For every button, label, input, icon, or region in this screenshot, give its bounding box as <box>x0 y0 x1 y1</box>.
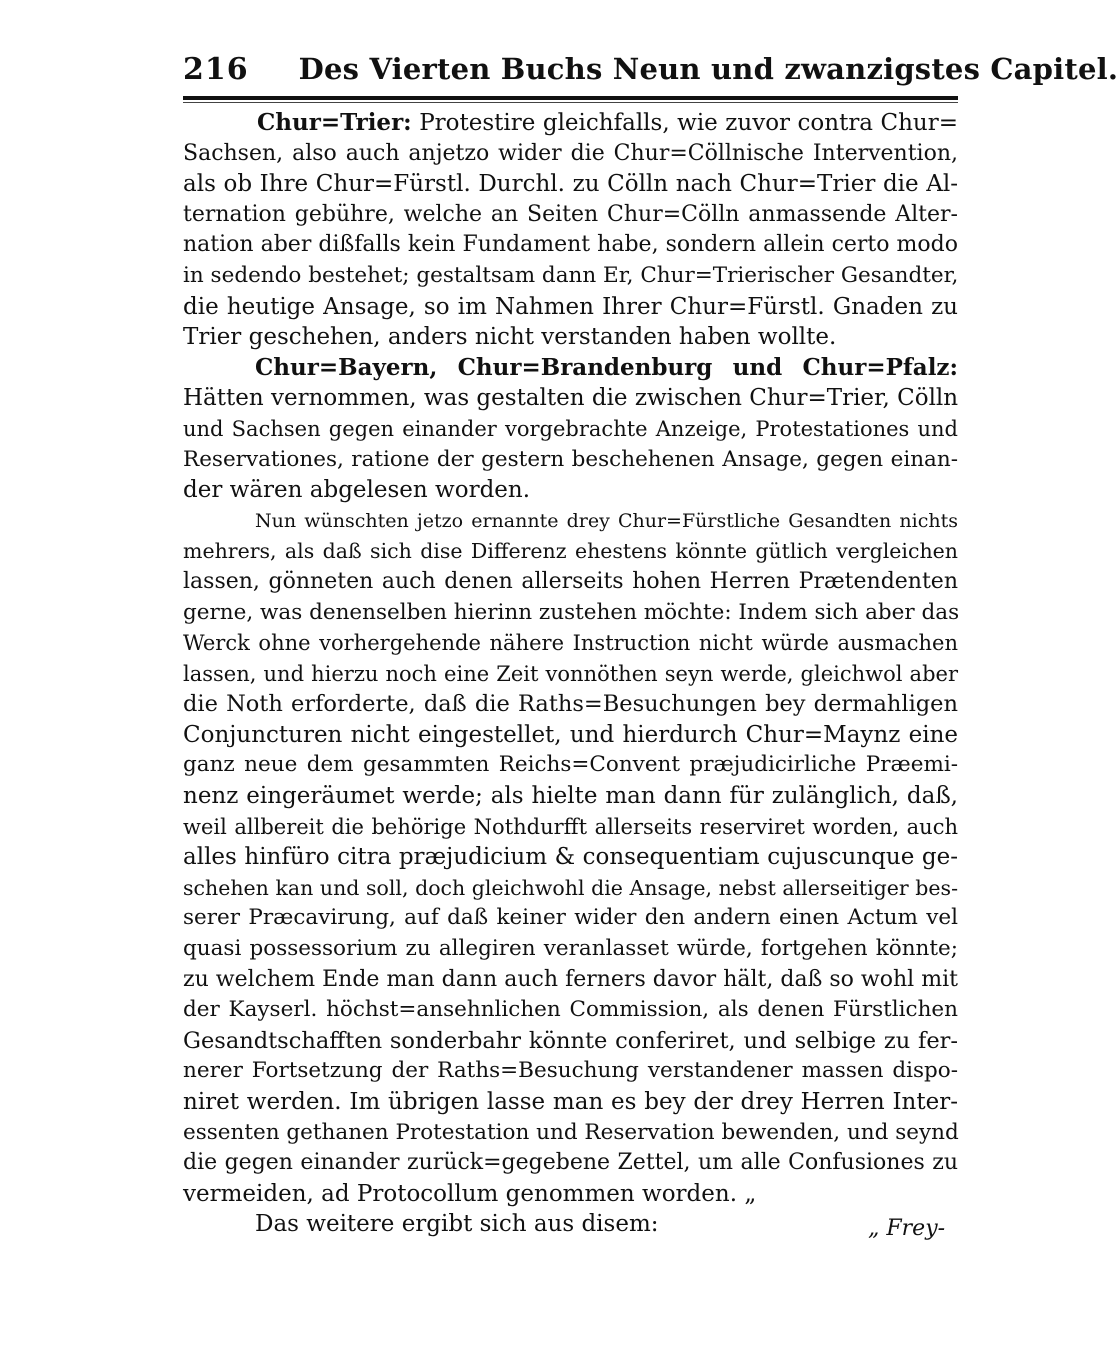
text-line: mehrers, als daß sich dise Differenz ehestens könnte gütlich vergleichen <box>183 539 958 564</box>
text-line: lassen, und hierzu noch eine Zeit vonnöthen seyn werde, gleichwol aber <box>183 661 958 686</box>
text-line: gerne, was denenselben hierinn zustehen möchte: Indem sich aber das <box>183 599 960 625</box>
text-line: die heutige Ansage, so im Nahmen Ihrer Chur=Fürstl. Gnaden zu <box>183 293 958 320</box>
text-line: ternation gebühre, welche an Seiten Chur=Cölln anmassende Alter- <box>183 201 958 227</box>
speaker-label: Chur=Trier: <box>257 109 412 136</box>
text-line: die Noth erforderte, daß die Raths=Besuchungen bey dermahligen <box>183 691 958 718</box>
text-line: Werck ohne vorhergehende nähere Instruction nicht würde ausmachen <box>183 631 958 656</box>
text-line-rest: Protestire gleichfalls, wie zuvor contra Chur= <box>419 110 959 136</box>
text-line: der Kayserl. höchst=ansehnlichen Commission, als denen Fürstlichen <box>183 997 958 1023</box>
text-line: Nun wünschten jetzo ernannte drey Chur=Fürstliche Gesandten nichts <box>255 509 958 532</box>
text-line: schehen kan und soll, doch gleichwohl die Ansage, nebst allerseitiger bes- <box>183 875 958 900</box>
text-line: lassen, gönneten auch denen allerseits hohen Herren Prætendenten <box>183 568 958 594</box>
text-line: nation aber dißfalls kein Fundament habe, sondern allein certo modo <box>183 232 958 258</box>
header-rule-thin <box>183 102 958 103</box>
text-line: Sachsen, also auch anjetzo wider die Chur=Cöllnische Intervention, <box>183 140 958 166</box>
text-line: zu welchem Ende man dann auch ferners davor hält, daß so wohl mit <box>183 966 958 992</box>
text-line: und Sachsen gegen einander vorgebrachte Anzeige, Protestationes und <box>183 416 958 441</box>
speaker-label: Chur=Bayern, Chur=Brandenburg und Chur=Pfalz: <box>255 353 958 381</box>
body-text <box>183 108 958 1240</box>
catchword: „ Frey- <box>868 1216 946 1241</box>
text-line: Trier geschehen, anders nicht verstanden haben wollte. <box>183 324 837 351</box>
text-line: vermeiden, ad Protocollum genommen worden. „ <box>183 1180 757 1207</box>
text-line: der wären abgelesen worden. <box>183 477 531 504</box>
text-line: Das weitere ergibt sich aus disem: <box>255 1211 659 1238</box>
header-rule <box>183 96 958 100</box>
text-line <box>183 353 958 384</box>
text-line <box>183 108 958 139</box>
text-line: die gegen einander zurück=gegebene Zettel, um alle Confusiones zu <box>183 1150 958 1176</box>
text-line: ganz neue dem gesammten Reichs=Convent præjudicirliche Præemi- <box>183 752 958 778</box>
text-line: essenten gethanen Protestation und Reservation bewenden, und seynd <box>183 1119 959 1145</box>
running-head: Des Vierten Buchs Neun und zwanzigstes Capitel. <box>298 52 1118 86</box>
text-line: Hätten vernommen, was gestalten die zwischen Chur=Trier, Cölln <box>183 385 959 412</box>
text-line: niret werden. Im übrigen lasse man es bey der drey Herren Inter- <box>183 1089 958 1115</box>
page-header <box>183 52 1118 92</box>
text-line: in sedendo bestehet; gestaltsam dann Er, Chur=Trierischer Gesandter, <box>183 262 959 288</box>
text-line: Conjuncturen nicht eingestellet, und hierdurch Chur=Maynz eine <box>183 721 958 748</box>
text-line: alles hinfüro citra præjudicium & consequentiam cujuscunque ge- <box>183 844 958 871</box>
text-line: weil allbereit die behörige Nothdurfft allerseits reserviret worden, auch <box>183 814 958 839</box>
page-number: 216 <box>183 52 249 87</box>
text-line: nerer Fortsetzung der Raths=Besuchung verstandener massen dispo- <box>183 1058 958 1084</box>
text-line: Gesandtschafften sonderbahr könnte conferiret, und selbige zu fer- <box>183 1027 958 1054</box>
text-line: Reservationes, ratione der gestern beschehenen Ansage, gegen einan- <box>183 446 958 472</box>
text-line: als ob Ihre Chur=Fürstl. Durchl. zu Cölln nach Chur=Trier die Al- <box>183 171 958 198</box>
text-line: quasi possessorium zu allegiren veranlasset würde, fortgehen könnte; <box>183 936 958 962</box>
text-line: nenz eingeräumet werde; als hielte man dann für zulänglich, daß, <box>183 783 958 810</box>
text-line: serer Præcavirung, auf daß keiner wider den andern einen Actum vel <box>183 905 958 931</box>
